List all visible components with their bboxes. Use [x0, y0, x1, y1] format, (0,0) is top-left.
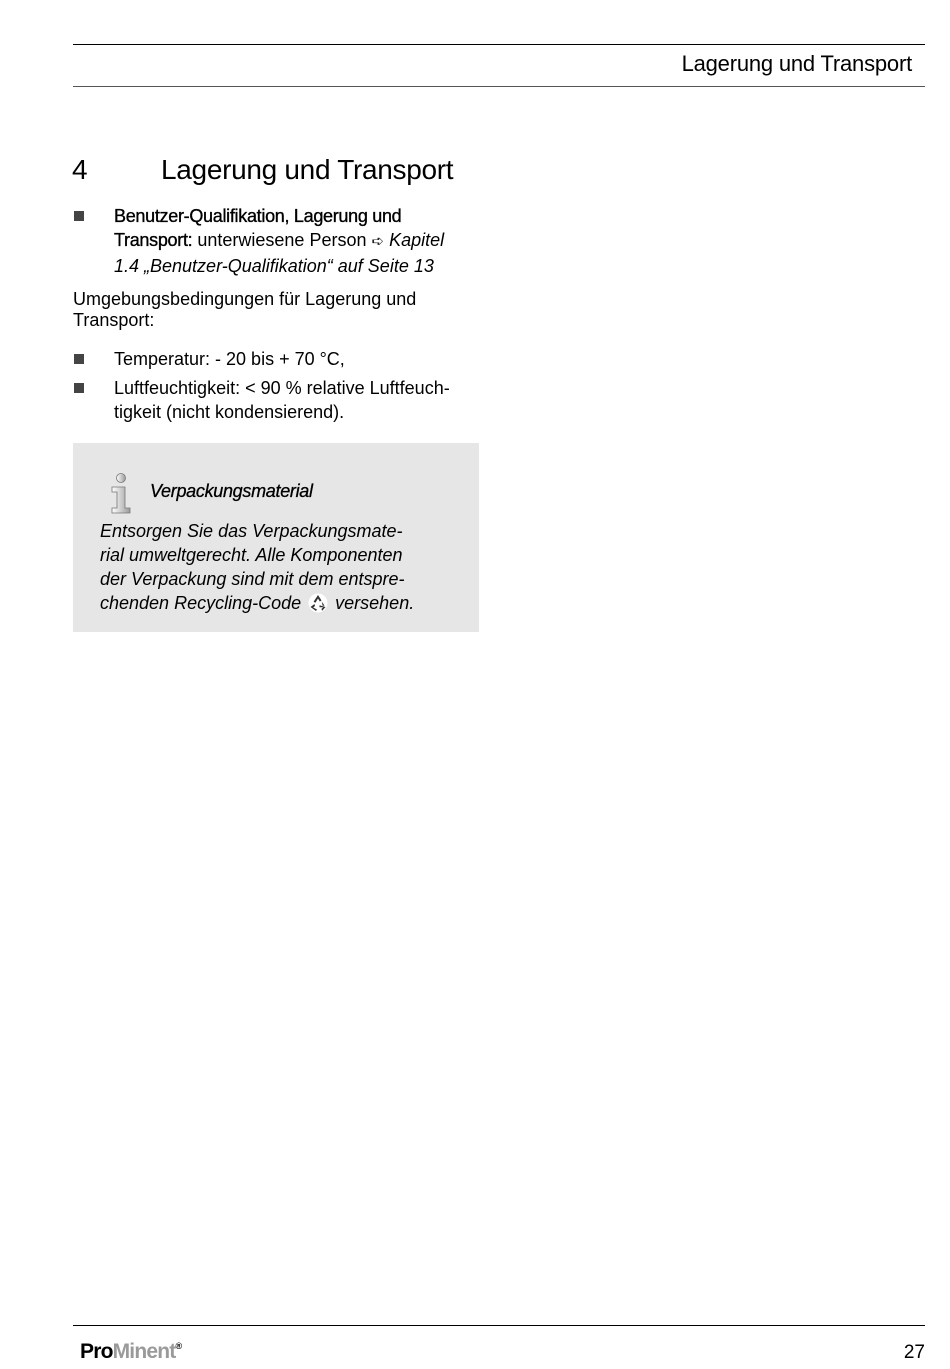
qualification-label: Benutzer-Qualifikation, Lagerung und [114, 206, 402, 226]
humidity-text: Luftfeuchtigkeit: < 90 % relative Luftfeuch- [114, 378, 450, 398]
recycle-icon [308, 593, 328, 613]
header-top-rule [73, 44, 925, 45]
info-line-end: versehen. [335, 593, 415, 613]
humidity-text-cont: tigkeit (nicht kondensierend). [114, 402, 345, 422]
qualification-label-cont: Transport: [114, 230, 193, 250]
humidity-item [73, 376, 483, 424]
logo-part: Pro [80, 1340, 113, 1363]
header-bottom-rule [73, 86, 925, 87]
link-arrow-icon: ➪ [371, 233, 385, 250]
running-header: Lagerung und Transport [681, 51, 912, 76]
footer-rule [73, 1325, 925, 1326]
qualification-text: unterwiesene Person [192, 230, 372, 250]
page-number: 27 [903, 1342, 925, 1363]
bullet-square-icon [74, 354, 84, 364]
bullet-square-icon [74, 211, 84, 221]
bullet-square-icon [74, 383, 84, 393]
chapter-link[interactable]: Kapitel [384, 230, 445, 250]
temperature-text: Temperatur: - 20 bis + 70 °C, [114, 349, 345, 369]
info-box [73, 443, 479, 632]
info-icon [109, 473, 135, 515]
qualification-item [73, 204, 483, 278]
info-line: der Verpackung sind mit dem entspre- [100, 569, 405, 589]
prominent-logo [80, 1340, 182, 1364]
info-body [100, 519, 450, 615]
info-title: Verpackungsmaterial [150, 481, 313, 501]
logo-part-accent: Minent [112, 1340, 176, 1363]
chapter-link-cont[interactable]: 1.4 „Benutzer-Qualifikation“ auf Seite 13 [114, 256, 434, 276]
conditions-intro: Umgebungsbedingungen für Lagerung und Transport: [73, 289, 417, 330]
info-line: chenden Recycling-Code [100, 593, 302, 613]
temperature-item [73, 347, 483, 371]
chapter-number: 4 [72, 154, 88, 185]
registered-mark: ® [175, 1341, 183, 1351]
chapter-title: Lagerung und Transport [161, 154, 454, 185]
info-line: Entsorgen Sie das Verpackungsmate- [100, 521, 403, 541]
info-line: rial umweltgerecht. Alle Komponenten [100, 545, 403, 565]
